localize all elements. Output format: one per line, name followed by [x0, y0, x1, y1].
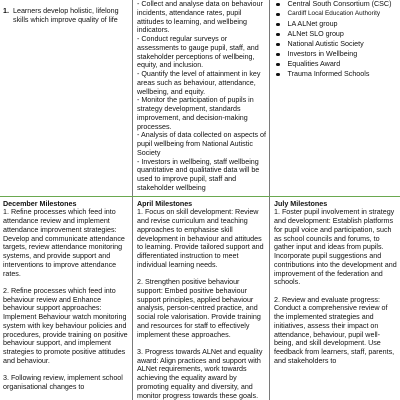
partners-cell — [270, 0, 400, 196]
milestone-item: 1. Focus on skill development: Review and revise curriculum and teaching approaches to emphasise skill development in behaviour and attitudes to learning. Provide tailored support and differentiated instruction to meet individual learning needs. — [137, 208, 264, 269]
partner-item: ALNet SLO group — [274, 30, 397, 39]
partner-item: National Autistic Society — [274, 40, 397, 49]
july-heading: July Milestones — [274, 199, 328, 208]
bullet-icon — [276, 43, 280, 47]
partners-list — [274, 0, 397, 79]
objective-row — [0, 0, 400, 196]
milestone-item: 2. Review and evaluate progress: Conduct a comprehensive review of the implemented strategies and initiatives, assess their impact on attendance, behaviour, pupil well-being, and skill development. Use feedback from learners, staff, parents, and stakeholders to — [274, 295, 395, 365]
milestone-item: 2. Strengthen positive behaviour support: Embed positive behaviour support principles, applied behaviour analysis, person-centred practice, and social role valorisation. Provide training and resources for staff to effectively implement these approaches. — [137, 278, 261, 339]
bullet-icon — [276, 33, 280, 37]
partner-item: Equalities Award — [274, 60, 397, 69]
action-item: - Quantify the level of attainment in key areas such as behaviour, attendance, wellbeing, and equity. — [137, 70, 261, 96]
action-item: - Analysis of data collected on aspects of pupil wellbeing from National Autistic Society — [137, 131, 267, 157]
milestones-row — [0, 196, 400, 400]
partner-item: Investors in Wellbeing — [274, 50, 397, 59]
bullet-icon — [276, 63, 280, 67]
milestone-item: 1. Foster pupil involvement in strategy and development: Establish platforms for pupil voice and participation, such as school councils and forums, to gather input and ideas from pupils. Incorporate pupil suggestions and contributions into the development and improvement of the federation and schools. — [274, 208, 397, 287]
bullet-icon — [276, 53, 280, 57]
milestone-item: 2. Refine processes which feed into behaviour review and Enhance behaviour support approaches: Implement Behaviour watch monitoring system with key behaviour policies and procedures, provide training on positive behaviour support, and implement strategies to promote positive attitudes and behaviour. — [3, 286, 128, 365]
action-item: - Collect and analyse data on behaviour incidents, attendance rates, pupil attitudes to learning, and wellbeing indicators. — [137, 0, 263, 35]
april-heading: April Milestones — [137, 199, 193, 208]
july-milestones-cell — [270, 196, 400, 400]
action-item: - Monitor the participation of pupils in strategy development, standards improvement, and decision-making processes. — [137, 96, 254, 131]
partner-item: Cardiff Local Education Authority — [274, 10, 397, 19]
action-item: - Conduct regular surveys or assessments to gauge pupil, staff, and stakeholder perceptions of wellbeing, equity, and inclusion. — [137, 35, 259, 70]
bullet-icon — [276, 13, 280, 17]
december-milestones-cell — [0, 196, 133, 400]
partner-item: Central South Consortium (CSC) — [274, 0, 397, 9]
milestone-item: 3. Following review, implement school organisational changes to — [3, 374, 123, 391]
partner-item: Trauma Informed Schools — [274, 70, 397, 79]
milestone-item: 3. Progress towards ALNet and equality award: Align practices and support with ALNet requirements, work towards achieving the equality award by promoting equality and diversity, and monitor progress towards these goals. — [137, 347, 263, 400]
objective-cell — [0, 0, 133, 196]
april-milestones-cell — [133, 196, 270, 400]
milestone-item: 1. Refine processes which feed into attendance review and implement attendance improvement strategies: Develop and communicate attendance targets, review attendance monitoring systems, and provide support and interventions to improve attendance rates. — [3, 208, 125, 278]
action-item: - Investors in wellbeing, staff wellbeing quantitative and qualitative data will be used to improve pupil, staff and stakeholder wellbeing — [137, 157, 260, 192]
partner-item: LA ALNet group — [274, 20, 397, 29]
objective-text: Learners develop holistic, lifelong skills which improve quality of life — [13, 7, 119, 24]
december-heading: December Milestones — [3, 199, 77, 208]
objective-number: 1. — [3, 7, 9, 15]
bullet-icon — [276, 73, 280, 77]
bullet-icon — [276, 3, 280, 7]
bullet-icon — [276, 23, 280, 27]
actions-cell — [133, 0, 270, 196]
